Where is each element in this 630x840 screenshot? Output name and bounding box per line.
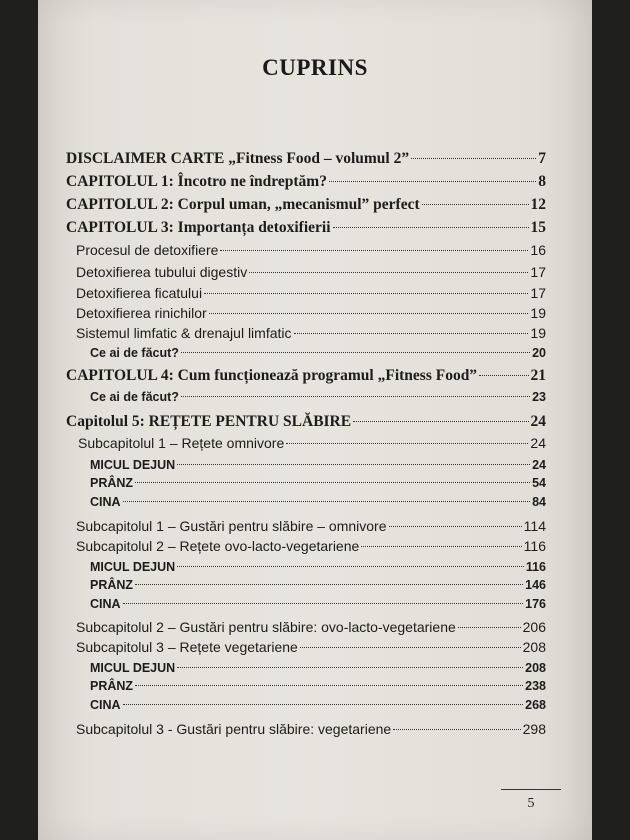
toc-entry (66, 639, 546, 655)
toc-entry-label: Sistemul limfatic & drenajul limfatic (76, 325, 292, 341)
toc-entry (66, 597, 546, 611)
toc-entry-page: 17 (530, 285, 546, 301)
leader-dots (181, 395, 530, 397)
leader-dots (479, 374, 528, 376)
toc-entry-label: MICUL DEJUN (90, 458, 176, 472)
toc-entry-page: 24 (530, 413, 546, 430)
leader-dots (177, 463, 530, 465)
toc-entry (66, 560, 546, 574)
toc-entry-page: 208 (522, 639, 546, 655)
leader-dots (177, 666, 523, 668)
toc-entry-label: Subcapitolul 1 – Rețete omnivore (78, 435, 285, 451)
toc-entry (66, 390, 546, 404)
leader-dots (135, 684, 523, 686)
toc-entry (66, 173, 546, 191)
toc-entry (66, 679, 546, 693)
toc-entry-page: 16 (530, 242, 546, 258)
toc-entry (66, 242, 546, 258)
toc-entry (66, 518, 546, 534)
toc-entry-page: 7 (538, 150, 546, 167)
book-page (38, 0, 592, 840)
toc-entry-page: 12 (530, 196, 546, 213)
leader-dots (123, 602, 524, 604)
leader-dots (249, 271, 528, 273)
toc-entry-label: PRÂNZ (90, 578, 134, 592)
toc-entry-label: MICUL DEJUN (90, 560, 176, 574)
leader-dots (181, 351, 530, 353)
toc-entry-label: Subcapitolul 2 – Gustări pentru slăbire: ovo-lacto-vegetariene (76, 619, 456, 635)
leader-dots (123, 500, 531, 502)
leader-dots (422, 203, 529, 205)
leader-dots (135, 583, 523, 585)
toc-entry (66, 698, 546, 712)
toc-entry-page: 238 (525, 679, 546, 693)
toc-entry-page: 24 (530, 435, 546, 451)
toc-entry (66, 150, 546, 168)
toc-entry-page: 84 (532, 495, 546, 509)
leader-dots (333, 226, 529, 228)
toc-entry (66, 435, 546, 451)
toc-entry-label: PRÂNZ (90, 476, 134, 490)
toc-entry (66, 285, 546, 301)
toc-entry-page: 206 (522, 619, 546, 635)
leader-dots (294, 332, 529, 334)
toc-entry-label: MICUL DEJUN (90, 661, 176, 675)
leader-dots (220, 249, 528, 251)
toc-entry-page: 298 (522, 721, 546, 737)
leader-dots (411, 157, 536, 159)
toc-entry-label: CINA (90, 495, 121, 509)
toc-entry-label: Detoxifierea rinichilor (76, 305, 207, 321)
toc-entry (66, 264, 546, 280)
toc-entry-page: 146 (525, 578, 546, 592)
toc-entry-label: CINA (90, 698, 121, 712)
leader-dots (393, 728, 520, 730)
toc-entry (66, 325, 546, 341)
toc-entry-label: Ce ai de făcut? (90, 346, 179, 360)
toc-entry-label: Subcapitolul 3 - Gustări pentru slăbire: vegetariene (76, 721, 392, 737)
leader-dots (389, 525, 522, 527)
toc-entry (66, 721, 546, 737)
toc-entry (66, 305, 546, 321)
toc-entry-page: 20 (532, 346, 546, 360)
toc-entry-page: 268 (525, 698, 546, 712)
toc-entry-label: Ce ai de făcut? (90, 390, 179, 404)
toc-entry-label: PRÂNZ (90, 679, 134, 693)
toc-entry-label: Subcapitolul 3 – Rețete vegetariene (76, 639, 298, 655)
toc-entry-label: Detoxifierea tubului digestiv (76, 264, 248, 280)
toc-entry-page: 176 (525, 597, 546, 611)
toc-entry-label: CAPITOLUL 4: Cum funcționează programul „Fitness Food” (66, 367, 478, 384)
toc-entry-page: 21 (530, 367, 546, 384)
toc-entry (66, 619, 546, 635)
toc-entry-page: 114 (523, 518, 546, 534)
toc-entry-label: Capitolul 5: REȚETE PENTRU SLĂBIRE (66, 413, 352, 430)
toc-entry-label: CINA (90, 597, 121, 611)
toc-entry (66, 219, 546, 237)
leader-dots (353, 420, 528, 422)
toc-entry (66, 458, 546, 472)
toc-entry-label: Subcapitolul 2 – Rețete ovo-lacto-vegetariene (76, 538, 360, 554)
toc-entry-page: 24 (532, 458, 546, 472)
toc-entry-page: 19 (530, 305, 546, 321)
leader-dots (458, 626, 521, 628)
leader-dots (300, 646, 521, 648)
toc-entry (66, 538, 546, 554)
toc-entry (66, 346, 546, 360)
leader-dots (204, 292, 528, 294)
page-title: CUPRINS (262, 55, 368, 80)
toc-entry-page: 23 (532, 390, 546, 404)
leader-dots (123, 703, 524, 705)
toc-entry-page: 208 (525, 661, 546, 675)
leader-dots (329, 180, 536, 182)
toc-entry (66, 367, 546, 385)
toc-entry-label: DISCLAIMER CARTE „Fitness Food – volumul 2” (66, 150, 410, 167)
toc-entry-page: 116 (525, 560, 546, 574)
toc-entry-label: Detoxifierea ficatului (76, 285, 203, 301)
page-number: 5 (501, 789, 561, 812)
leader-dots (209, 312, 529, 314)
toc-entry-page: 116 (523, 538, 546, 554)
leader-dots (135, 481, 530, 483)
toc-entry-label: Procesul de detoxifiere (76, 242, 219, 258)
leader-dots (177, 565, 524, 567)
toc-entry (66, 495, 546, 509)
toc-entry-label: CAPITOLUL 3: Importanța detoxifierii (66, 219, 331, 236)
toc-entry-page: 17 (530, 264, 546, 280)
toc-entry (66, 476, 546, 490)
toc-entry-page: 8 (538, 173, 546, 190)
leader-dots (286, 442, 528, 444)
toc-entry-label: CAPITOLUL 1: Încotro ne îndreptăm? (66, 173, 327, 190)
toc-entry-page: 15 (530, 219, 546, 236)
toc-entry-page: 19 (530, 325, 546, 341)
toc-entry-label: Subcapitolul 1 – Gustări pentru slăbire – omnivore (76, 518, 387, 534)
toc-entry (66, 196, 546, 214)
toc-entry (66, 578, 546, 592)
toc-entry (66, 661, 546, 675)
toc-entry-page: 54 (532, 476, 546, 490)
leader-dots (361, 545, 521, 547)
toc-entry (66, 413, 546, 431)
toc-entry-label: CAPITOLUL 2: Corpul uman, „mecanismul” perfect (66, 196, 420, 213)
